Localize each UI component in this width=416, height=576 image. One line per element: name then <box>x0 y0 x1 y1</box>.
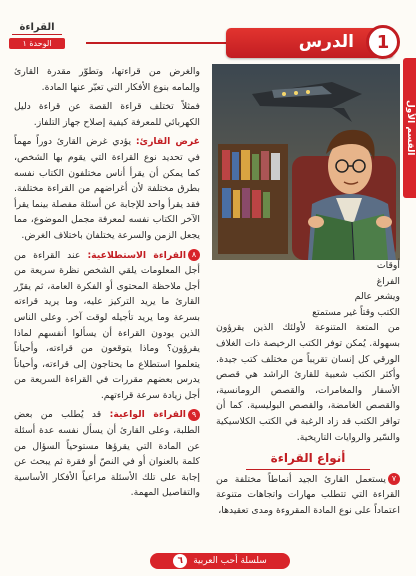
lesson-banner <box>226 28 394 58</box>
paragraph-text: فمثلاً تختلف قراءة القصة عن قراءة دليل الكهربائي للمعرفة كيفية إصلاح جهاز التلفاز. <box>14 101 200 128</box>
caption-line: الكتب وقتاً غير مستمتع <box>312 306 400 318</box>
paragraph <box>216 472 400 519</box>
lesson-number-badge: 1 <box>366 25 400 59</box>
unit-tag <box>8 22 66 58</box>
header-rule <box>86 42 226 44</box>
unit-subtitle: الوحدة ١ <box>9 38 65 49</box>
paragraph-text: من المتعة المتنوعة لأولئك الذين يقرؤون بسهولة. يُمكن توفر الكتب الرخيصة ذات الغلاف الورقي كل إنسان تقريباً من مختلف كتب جيدة. وأكثر الكتب شعبية للقارئ الراشد هي قصص الأسفار والمغامرات، والقصص الرومانسية، والقصص الغامضة، والقصص البوليسية. كما أن توافر الكتب قد زاد الرغبة في الكتب الكلاسيكية والسّير والروايات التاريخية. <box>216 322 400 443</box>
paragraph-number-badge: ٨ <box>188 249 200 261</box>
paragraph <box>14 99 200 130</box>
section-label: القسم الأول <box>405 100 415 156</box>
paragraph <box>14 134 200 243</box>
paragraph <box>14 407 200 501</box>
paragraph-label: القراءة الواعية: <box>109 409 186 421</box>
page-number: ٦ <box>173 554 187 568</box>
paragraph <box>14 248 200 404</box>
caption-line: الفراغ <box>376 275 400 287</box>
section-side-band <box>403 58 416 198</box>
right-text-column <box>216 258 400 522</box>
paragraph-number-badge: ٩ <box>188 409 200 421</box>
paragraph-text: يستعمل القارئ الجيد أنماطاً مختلفة من القراءة التي تتطلب مهارات واتجاهات متنوعة اعتماداً على نوع المادة المقروءة ومدى تعقيدها، <box>216 473 400 516</box>
lesson-title: الدرس <box>298 32 354 52</box>
footer-bar <box>150 553 290 569</box>
left-text-column <box>14 64 200 505</box>
reading-scene-icon <box>212 64 400 260</box>
paragraph-text: والغرض من قراءتها، وتطوّر مقدرة القارئ وإلمامه بنوع الأفكار التي تعبّر عنها المادة. <box>14 66 200 93</box>
series-title: سلسلة أحب العربية <box>193 556 267 566</box>
paragraph <box>14 64 200 95</box>
section-heading <box>216 451 400 470</box>
paragraph-text: قد يُطلب من بعض الطلبة، وعلى القارئ أن يسأل نفسه عدة أسئلة عن المادة التي يقرؤها مستوحياً السؤال من كلمة بالعنوان أو في النصّ أو فقرة ثم يبحث عن إجابة على تلك الأسئلة مراعياً الأفكار الأساسية والتفاصيل المهمة. <box>14 409 200 499</box>
paragraph-label: القراءة الاستطلاعية: <box>87 249 186 261</box>
paragraph-text: عند القراءة من أجل المعلومات يلقي الشخص نظرة سريعة من أجل ملاحظة المحتوى أو الفكرة العامة، ثم يقرّر القارئ ما يريد التركيز عليه، وما يريد قراءته بسرعة وما يريد تأجيله لوقت آخر. وعلى الناس الذين يودون القراءة أن يسألوا أنفسهم لماذا يقرؤون؟ وماذا يتوقعون من قراءته، وأحياناً يتعلموا استطلاع ما يحتاجون إلى قراءته، وأحياناً يدرس بعضهم مقررات في القراءة السريعة من أجل زيادة سرعة قراءتهم. <box>14 249 200 401</box>
paragraph-number-badge: ٧ <box>388 473 400 485</box>
section-heading-text: أنواع القراءة <box>270 451 346 466</box>
paragraph-label: غرض القارئ: <box>135 136 200 148</box>
heading-rule <box>246 469 370 470</box>
caption-line: ويشعر عالم <box>354 291 400 303</box>
paragraph-text: يؤدي غرض القارئ دوراً مهماً في تحديد نوع القراءة التي يقوم بها الشخص، كما يمكن أن يقرأ أناس مختلفون الكتاب نفسه بطرق مختلفة لأن أغراضهم من القراءة مختلفة. فقد يقرأ واحد للإجابة عن أسئلة مفصلة بينما يقرأ الآخر الكتاب نفسه لمعرفة مجمل الموضوع، مما يجعل الزمن والسرعة يختلفان باختلاف الغرض. <box>14 136 200 241</box>
unit-title: القراءة <box>12 22 62 35</box>
reading-man-illustration <box>212 64 400 260</box>
caption-line: أوقات <box>376 260 400 271</box>
paragraph <box>216 320 400 445</box>
